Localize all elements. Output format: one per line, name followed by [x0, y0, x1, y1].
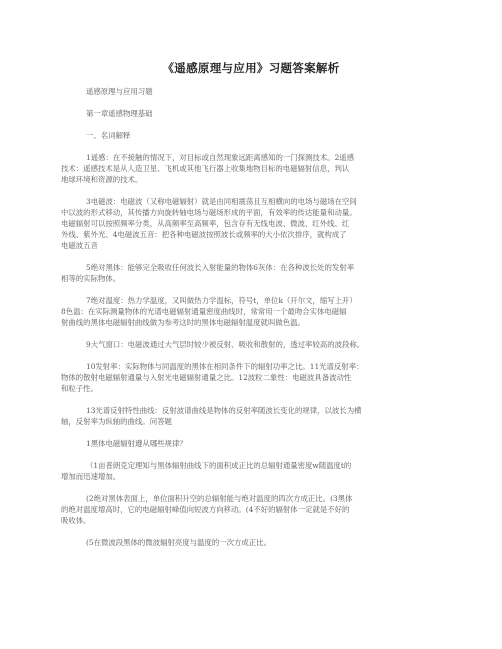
paragraph-line: 5绝对黑体：能够完全吸收任何波长入射能量的物体6灰体：在各种波长处的发射率: [86, 263, 355, 272]
question-line: 1黑体电磁辐射遵从哪些规律？: [86, 439, 187, 448]
paragraph-line: 和粒子性。: [61, 384, 98, 393]
paragraph-line: 外线、紫外光、4电磁波五音：把各种电磁波按照波长或频率的大小依次排序，就构成了: [61, 230, 347, 239]
document-title: 《遥感原理与应用》习题答案解析: [162, 61, 340, 75]
subtitle-line: 遥感原理与应用习题: [86, 87, 153, 96]
chapter-heading: 第一章遥感物理基础: [86, 109, 153, 118]
paragraph-line: 13光谱反射特性曲线：反射波谱曲线是物体的反射率随波长变化的规律，以波长为横: [86, 406, 362, 415]
answer-line: 的绝对温度增高时，它的电磁辐射峰值向短波方向移动。(4不好的辐射体一定就是不好的: [61, 505, 350, 514]
section-heading: 一、名词解释: [86, 131, 131, 140]
paragraph-line: 1遥感：在不接触的情况下，对目标或自然现象远距离感知的一门探测技术。2遥感: [86, 153, 355, 162]
paragraph-line: 射曲线的黑体电磁辐射曲线做为参考这时的黑体电磁辐射温度就叫做色温。: [61, 318, 305, 327]
paragraph-line: 地球环境和资源的技术。: [61, 175, 143, 184]
paragraph-line: 电磁辐射可以按照频率分类，从高频率至高频率，包含存有无线电波、微波、红外线、红: [61, 219, 350, 228]
paragraph-line: 技术：遥感技术是从人造卫星、飞机或其他飞行器上收集地物目标的电磁辐射信息，判认: [61, 164, 350, 173]
answer-line: 吸收体。: [61, 516, 91, 525]
answer-line: (5在微波段黑体的微波辐射亮度与温度的一次方成正比。: [86, 538, 271, 547]
paragraph-line: 中以波的形式移动，其传播方向旋转轴电场与磁场形成的平面，有效率的传达能量和动量。: [61, 208, 357, 217]
paragraph-line: 8色温：在实际测量物体的光谱电磁辐射通量密度曲线时，常常用一个最吻合实体电磁辐: [61, 307, 347, 316]
paragraph-line: 相等的实际物体。: [61, 274, 121, 283]
answer-line: 增加而迅速增加。: [61, 472, 121, 481]
paragraph-line: 7绝对温度：热力学温度，又叫做热力学温标，符号t，单位k（开尔文，缩写上开）: [86, 296, 357, 305]
paragraph-line: 10发射率：实际物体与同温度的黑体在相同条件下的辐射功率之比。11光谱反射率：: [86, 362, 364, 371]
paragraph-line: 电磁波五音: [61, 241, 98, 250]
paragraph-line: 轴，反射率为纵轴的曲线。问答题: [61, 417, 172, 426]
paragraph-line: 3电磁波：电磁波（又称电磁辐射）就是由同相震荡且互相横向的电场与磁场在空间: [86, 197, 357, 206]
answer-line: （1亩普朗克定理知与黑体辐射曲线下的面积成正比的总辐射通量密度w随温度t的: [86, 461, 352, 470]
paragraph-line: 物体的散射电磁辐射通量与入射光电磁辐射通量之比。12波粒二象性：电磁波具备波动性: [61, 373, 352, 382]
paragraph-line: 9大气窗口：电磁波通过大气层时较少被反射、吸收和散射的，透过率较高的波段称。: [86, 340, 365, 349]
answer-line: (2绝对黑体表面上，单位面积升空的总辐射能与绝对温度的四次方成正比。(3黑体: [86, 494, 353, 503]
